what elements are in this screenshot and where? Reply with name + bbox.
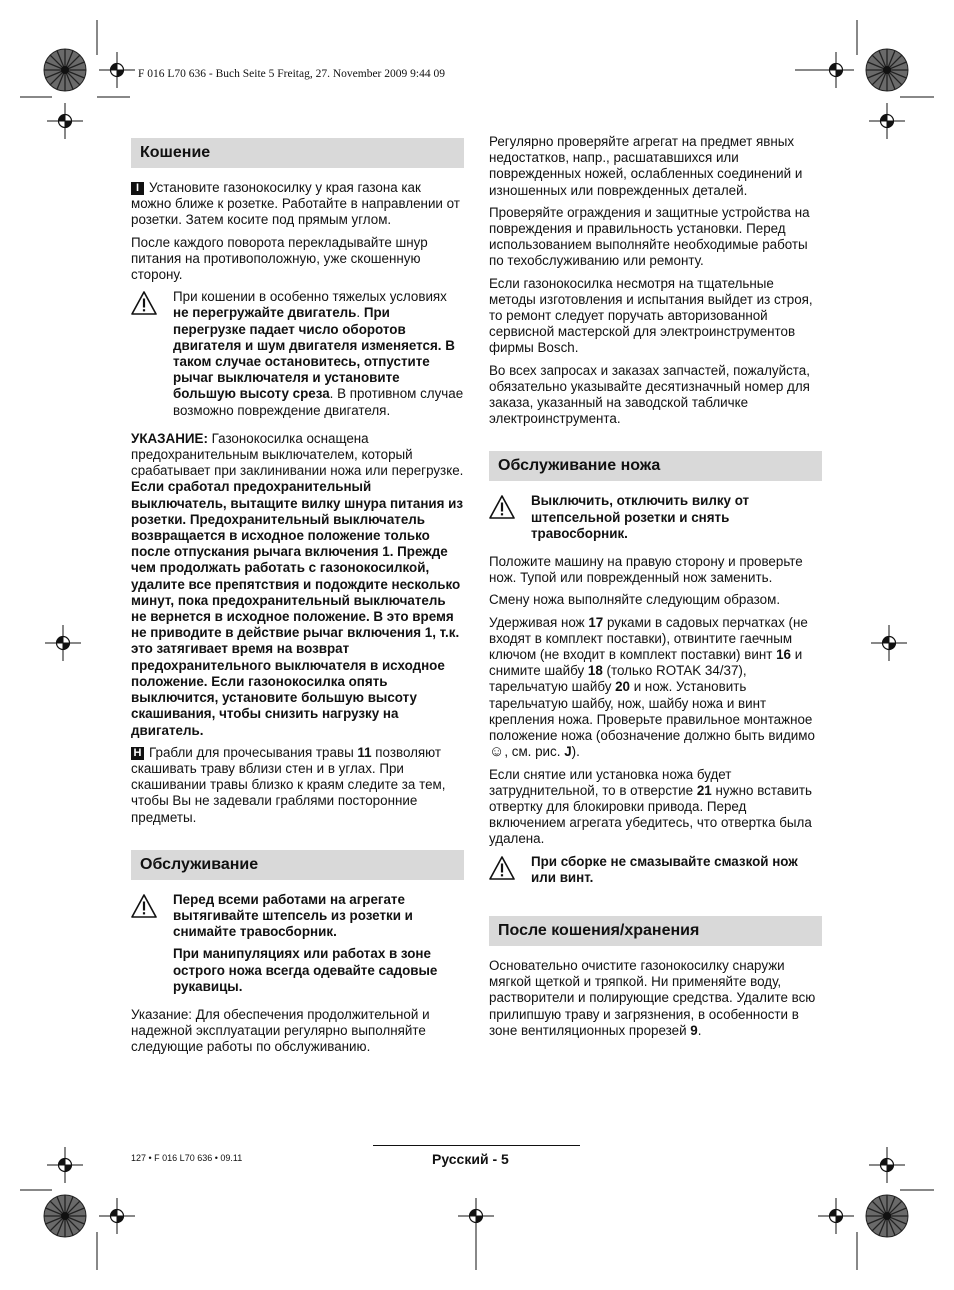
paragraph: I Установите газонокосилку у края газона как можно ближе к розетке. Работайте в направлении от розетки. Затем косите под прямым углом. (131, 180, 460, 228)
paragraph: Если газонокосилка несмотря на тщательные методы изготовления и испытания выйдет из строя, то ремонт следует поручать авторизованной сервисной мастерской для электроинструментов фирмы Bosch. (489, 275, 813, 356)
warning-text: Перед всеми работами на агрегате вытягивайте штепсель из розетки и снимайте травосборник. (173, 891, 413, 940)
page-number: Русский - 5 (432, 1151, 509, 1167)
note-paragraph: УКАЗАНИЕ: Газонокосилка оснащена предохранительным выключателем, который срабатывает при заклинивании ножа или перегрузке. Если сработал предохранительный выключатель, вытащите вилку шнура питания из розетки. Предохранительный выключатель возвращается в исходное положение только после отпускания рычага включения 1. Прежде чем продолжать работать с газонокосилкой, удалите все препятствия и подождите несколько минут, пока предохранительный выключатель не вернется в исходное положение. В это время не приводите в действие рычаг включения 1, т.к. это затягивает время на возврат предохранительного выключателя в исходное положение. Если газонокосилка опять выключится, установите большую высоту скашивания, чтобы снизить нагрузку на двигатель. (131, 430, 464, 738)
warning-text: При кошении в особенно тяжелых условиях не перегружайте двигатель. При перегрузке падает число оборотов двигателя и шум двигателя изменяется. В таком случае остановитесь, отпустите рычаг выключателя и установите большую высоту среза. В противном случае возможно повреждение двигателя. (173, 289, 464, 418)
paragraph: Смену ножа выполняйте следующим образом. (489, 592, 781, 608)
paragraph: Во всех запросах и заказах запчастей, пожалуйста, обязательно указывайте десятизначный номер для заказа, указанный на заводской табличке электроинструмента. (489, 362, 810, 427)
smiley-icon: ☺ (489, 743, 505, 761)
paragraph: Основательно очистите газонокосилку снаружи мягкой щеткой и тряпкой. Ни применяйте воду, растворители и полирующие средства. Удалите всю прилипшую траву и загрязнения, в особенности в зоне вентиляционных прорезей 9. (489, 957, 816, 1038)
section-heading-blade-maintenance: Обслуживание ножа (489, 451, 822, 481)
paragraph: Указание: Для обеспечения продолжительной и надежной эксплуатации регулярно выполняйте следующие работы по обслуживанию. (131, 1006, 430, 1055)
figure-label-badge: H (131, 747, 144, 760)
warning-text: При манипуляциях или работах в зоне острого ножа всегда одевайте садовые рукавицы. (173, 946, 438, 994)
section-heading-mowing: Кошение (131, 138, 464, 168)
paragraph: Регулярно проверяйте агрегат на предмет явных недостатков, напр., расшатавшихся или поврежденных ножей, ослабленных соединений и изношенных или поврежденных деталей. (489, 134, 803, 198)
paragraph: После каждого поворота перекладывайте шнур питания на противоположную, уже скошенную сторону. (131, 234, 428, 283)
warning-text: При сборке не смазывайте смазкой нож или винт. (531, 853, 798, 885)
footer-print-code: 127 • F 016 L70 636 • 09.11 (131, 1153, 243, 1163)
print-header: F 016 L70 636 - Buch Seite 5 Freitag, 27. November 2009 9:44 09 (138, 68, 445, 80)
figure-label-badge: I (131, 182, 144, 195)
paragraph: H Грабли для прочесывания травы 11 позволяют скашивать траву вблизи стен и в углах. При скашивании травы близко к краям следите за тем, чтобы Вы не задевали граблями посторонние предметы. (131, 744, 446, 825)
paragraph: Если снятие или установка ножа будет затруднительной, то в отверстие 21 нужно вставить отвертку для блокировки привода. Перед включением агрегата убедитесь, что отвертка была удалена. (489, 766, 812, 847)
section-heading-maintenance: Обслуживание (131, 850, 464, 880)
note-label: УКАЗАНИЕ: (131, 430, 208, 446)
paragraph: Положите машину на правую сторону и проверьте нож. Тупой или поврежденный нож заменить. (489, 554, 803, 586)
section-heading-after-mowing-storage: После кошения/хранения (489, 916, 822, 946)
paragraph: Проверяйте ограждения и защитные устройства на повреждения и правильность установки. Перед использованием выполняйте необходимые работы по техобслуживанию или ремонту. (489, 204, 810, 269)
warning-text: Выключить, отключить вилку от штепсельной розетки и снять травосборник. (531, 493, 750, 541)
paragraph: Удерживая нож 17 руками в садовых перчатках (не входят в комплект поставки), отвинтите гаечным ключом (не входит в комплект поставки) винт 16 и снимите шайбу 18 (только ROTAK 34/37), тарельчатую шайбу 20 и нож. Установить тарельчатую шайбу, нож, шайбу ножа и винт крепления ножа. Проверьте правильное монтажное положение ножа (обозначение должно быть видимо ☺, см. рис. J). (489, 614, 815, 761)
